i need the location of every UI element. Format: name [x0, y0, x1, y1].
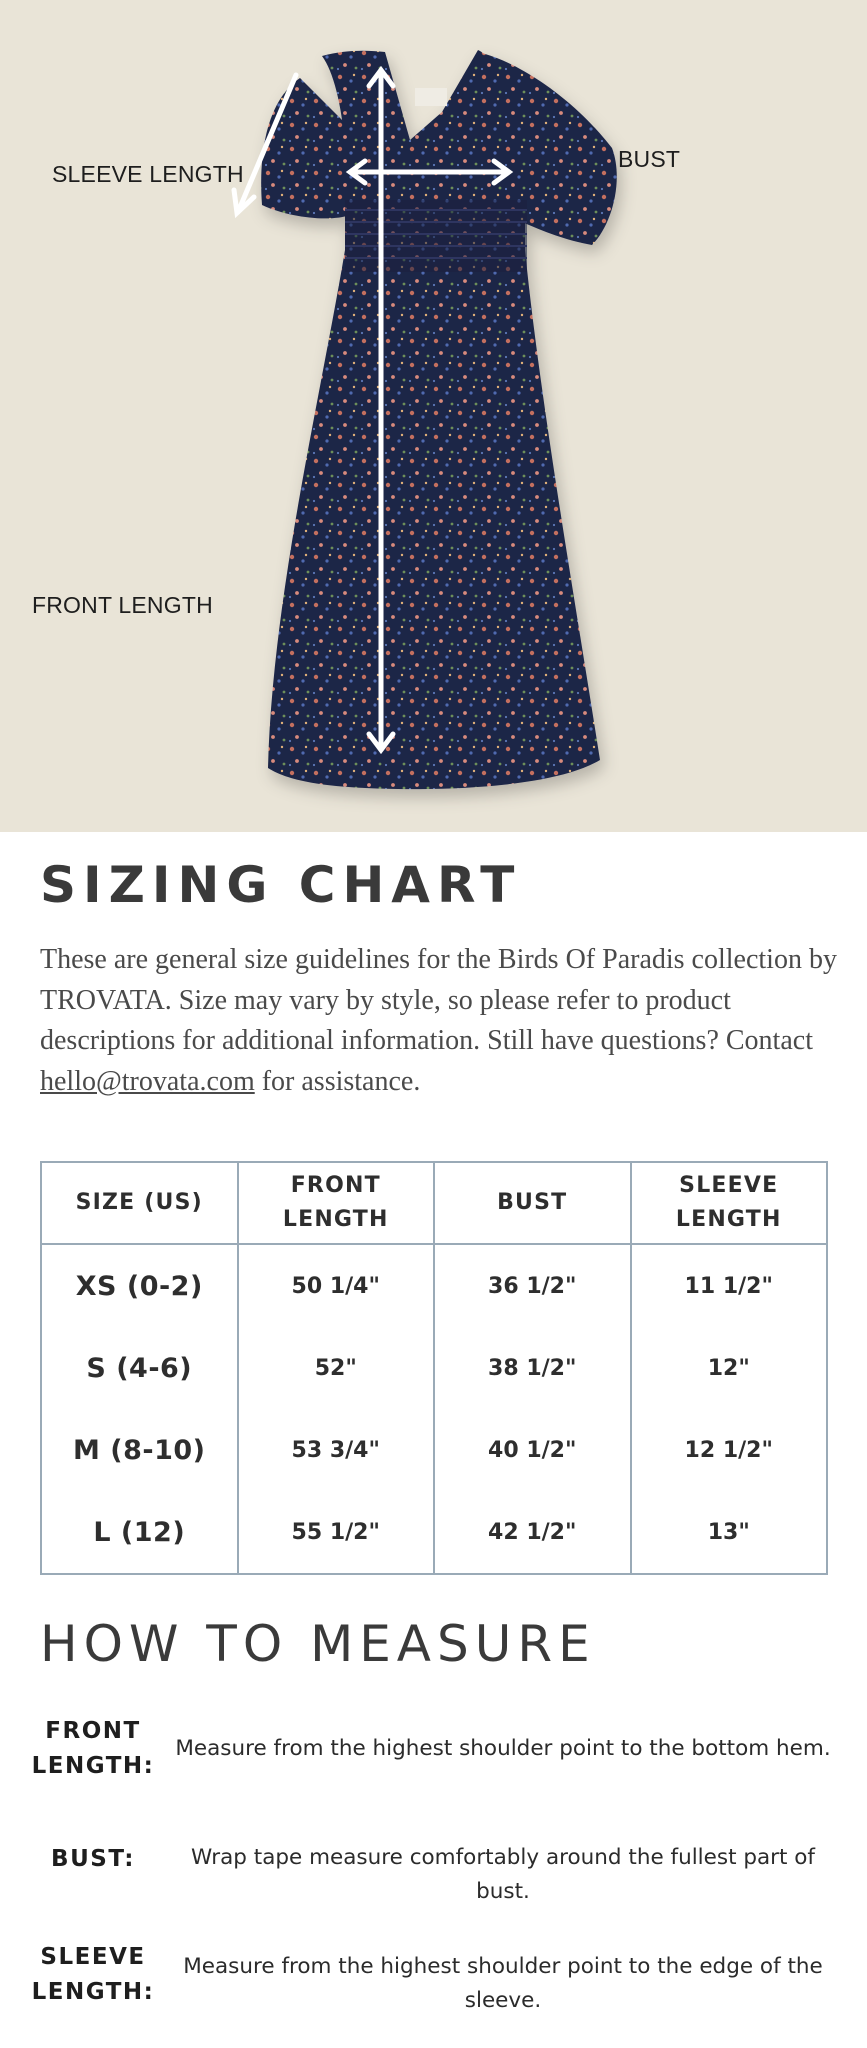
front-length-label: FRONT LENGTH: [32, 592, 213, 618]
how-to-measure-title: HOW TO MEASURE: [40, 1615, 596, 1673]
table-row: [41, 1327, 827, 1409]
cell-sleeve-length: 12": [631, 1327, 828, 1409]
cell-bust: 42 1/2": [434, 1491, 631, 1574]
intro-paragraph: [40, 940, 840, 1102]
cell-bust: 40 1/2": [434, 1409, 631, 1491]
cell-front-length: 55 1/2": [238, 1491, 435, 1574]
table-row: [41, 1244, 827, 1327]
measure-description: Measure from the highest shoulder point to the edge of the sleeve.: [183, 1954, 823, 2013]
table-row: [41, 1409, 827, 1491]
email-link[interactable]: hello@trovata.com: [40, 1065, 255, 1097]
header-bust: BUST: [434, 1162, 631, 1244]
measure-description: Measure from the highest shoulder point to the bottom hem.: [175, 1736, 831, 1761]
cell-front-length: 50 1/4": [238, 1244, 435, 1327]
table-header-row: [41, 1162, 827, 1244]
header-size: SIZE (US): [41, 1162, 238, 1244]
cell-sleeve-length: 11 1/2": [631, 1244, 828, 1327]
cell-bust: 36 1/2": [434, 1244, 631, 1327]
cell-sleeve-length: 12 1/2": [631, 1409, 828, 1491]
cell-size: XS (0-2): [41, 1244, 238, 1327]
cell-size: L (12): [41, 1491, 238, 1574]
dress-shape: [261, 50, 617, 789]
product-image-area: [0, 0, 867, 832]
cell-front-length: 53 3/4": [238, 1409, 435, 1491]
bust-label: BUST: [618, 146, 681, 172]
garment-tag: [415, 88, 447, 106]
header-front-length: FRONT LENGTH: [238, 1162, 435, 1244]
header-sleeve-length: SLEEVE LENGTH: [631, 1162, 828, 1244]
measure-term: FRONT LENGTH:: [31, 1718, 155, 1779]
intro-suffix: for assistance.: [254, 1065, 421, 1097]
sizing-chart-title: SIZING CHART: [40, 856, 522, 914]
cell-size: M (8-10): [41, 1409, 238, 1491]
measure-description: Wrap tape measure comfortably around the fullest part of bust.: [190, 1845, 815, 1904]
cell-bust: 38 1/2": [434, 1327, 631, 1409]
sleeve-length-label: SLEEVE LENGTH: [52, 161, 244, 187]
dress-illustration: [0, 0, 867, 832]
intro-text: These are general size guidelines for the Birds Of Paradis collection by TROVATA. Size may vary by style, so please refer to product descriptions for additional information. Still have questions? Contact: [40, 944, 837, 1056]
cell-sleeve-length: 13": [631, 1491, 828, 1574]
cell-size: S (4-6): [41, 1327, 238, 1409]
measure-term: SLEEVE LENGTH:: [31, 1944, 155, 2005]
table-row: [41, 1491, 827, 1574]
size-table: [40, 1161, 828, 1575]
cell-front-length: 52": [238, 1327, 435, 1409]
measure-term: BUST:: [51, 1846, 135, 1872]
